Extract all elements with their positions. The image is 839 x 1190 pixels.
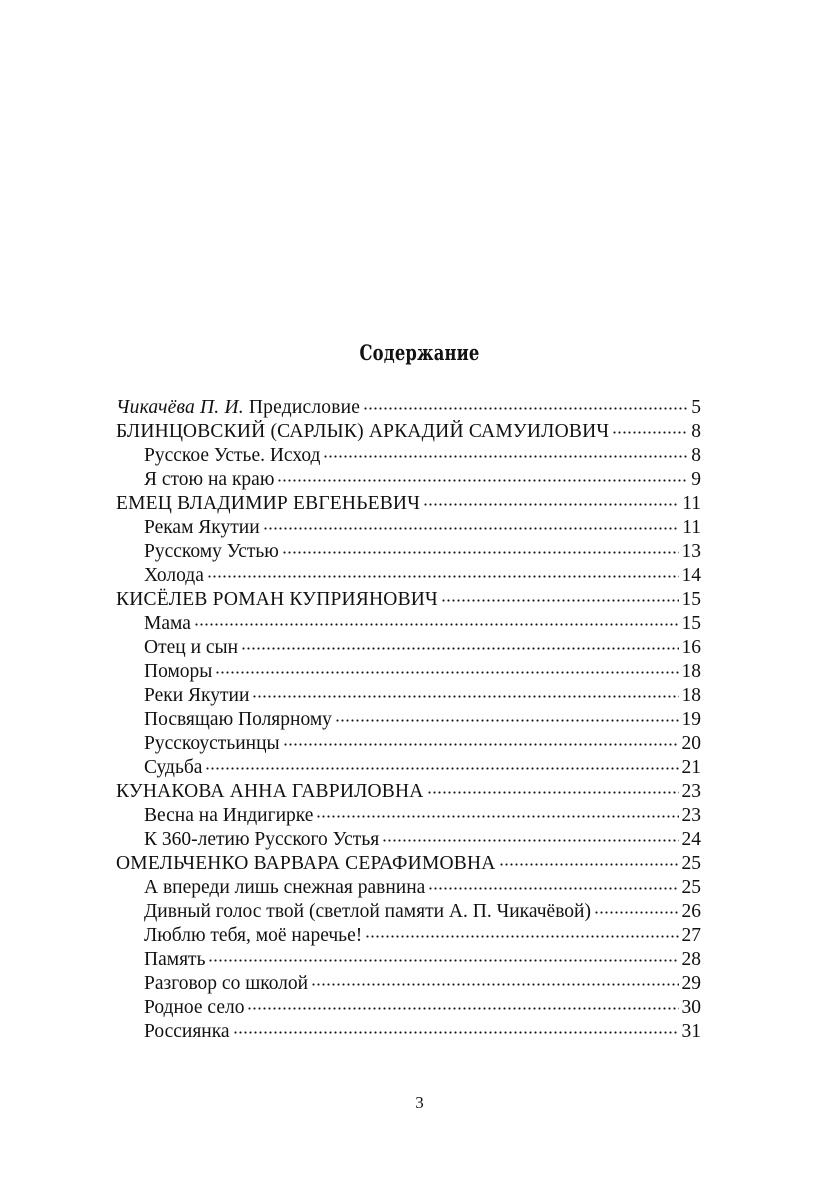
- toc-entry-title: ЕМЕЦ ВЛАДИМИР ЕВГЕНЬЕВИЧ: [116, 493, 421, 514]
- toc-entry-page: 23: [681, 805, 701, 826]
- toc-entry-title: А впереди лишь снежная равнина: [144, 877, 426, 898]
- toc-entry-page: 25: [681, 877, 701, 898]
- dot-leader: [233, 1030, 679, 1035]
- dot-leader: [499, 862, 679, 867]
- toc-entry-label: [144, 612, 191, 636]
- toc-entry-title: Я стою на краю: [144, 469, 275, 490]
- toc-entry-page: 27: [681, 925, 701, 946]
- toc-entry-title: Россиянка: [144, 1021, 230, 1042]
- toc-entry-title: Родное село: [144, 997, 245, 1018]
- toc-entry-page: 31: [681, 1021, 701, 1042]
- toc-entry-title: Русскоустьинцы: [144, 733, 280, 754]
- toc-entry-label: [144, 564, 204, 588]
- table-of-contents: [116, 396, 701, 1044]
- dot-leader: [194, 622, 679, 627]
- toc-entry-poem: [116, 708, 701, 732]
- toc-entry-poem: [116, 468, 701, 492]
- toc-entry-poem: [116, 444, 701, 468]
- toc-entry-title: Русское Устье. Исход: [144, 445, 321, 466]
- toc-entry-page: 14: [681, 565, 701, 586]
- dot-leader: [323, 454, 688, 459]
- dot-leader: [427, 790, 679, 795]
- toc-entry-title: КИСЁЛЕВ РОМАН КУПРИЯНОВИЧ: [116, 589, 438, 610]
- toc-entry-label: [116, 420, 609, 444]
- toc-entry-author: [116, 588, 701, 612]
- toc-entry-poem: [116, 564, 701, 588]
- toc-entry-label: [116, 396, 360, 420]
- toc-entry-poem: [116, 540, 701, 564]
- toc-entry-label: [116, 588, 438, 612]
- dot-leader: [428, 886, 678, 891]
- page-title: Содержание: [359, 340, 480, 365]
- toc-entry-label: [144, 876, 425, 900]
- toc-entry-poem: [116, 828, 701, 852]
- toc-entry-label: [144, 660, 212, 684]
- toc-entry-page: 5: [691, 397, 701, 418]
- toc-entry-page: 30: [681, 997, 701, 1018]
- toc-entry-title: Судьба: [144, 757, 203, 778]
- dot-leader: [441, 598, 679, 603]
- toc-entry-page: 16: [681, 637, 701, 658]
- dot-leader: [241, 646, 678, 651]
- toc-entry-author: [116, 492, 701, 516]
- dot-leader: [205, 766, 678, 771]
- toc-entry-poem: [116, 660, 701, 684]
- toc-entry-page: 9: [691, 469, 701, 490]
- toc-entry-label: [144, 948, 205, 972]
- dot-leader: [252, 694, 678, 699]
- toc-entry-label: [144, 972, 308, 996]
- toc-entry-title: БЛИНЦОВСКИЙ (САРЛЫК) АРКАДИЙ САМУИЛОВИЧ: [116, 421, 610, 442]
- toc-entry-label: [144, 708, 332, 732]
- dot-leader: [335, 718, 679, 723]
- toc-entry-page: 19: [681, 709, 701, 730]
- toc-entry-title: Мама: [144, 613, 191, 634]
- toc-entry-title: Люблю тебя, моё наречье!: [144, 925, 363, 946]
- toc-entry-title: Разговор со школой: [144, 973, 309, 994]
- dot-leader: [215, 670, 678, 675]
- toc-entry-title: Память: [144, 949, 206, 970]
- toc-entry-label: [144, 468, 274, 492]
- toc-entry-page: 15: [681, 613, 701, 634]
- dot-leader: [316, 814, 678, 819]
- toc-entry-poem: [116, 900, 701, 924]
- toc-entry-label: [144, 684, 249, 708]
- toc-entry-page: 8: [691, 421, 701, 442]
- dot-leader: [311, 982, 678, 987]
- dot-leader: [365, 934, 678, 939]
- toc-entry-page: 29: [681, 973, 701, 994]
- toc-entry-poem: [116, 732, 701, 756]
- toc-entry-title: Весна на Индигирке: [144, 805, 314, 826]
- toc-entry-page: 11: [682, 493, 701, 514]
- toc-entry-title: Реки Якутии: [144, 685, 250, 706]
- toc-entry-poem: [116, 516, 701, 540]
- toc-entry-title: Посвящаю Полярному: [144, 709, 332, 730]
- toc-entry-poem: [116, 876, 701, 900]
- toc-entry-page: 8: [691, 445, 701, 466]
- toc-entry-poem: [116, 804, 701, 828]
- dot-leader: [612, 430, 688, 435]
- toc-entry-label: [144, 804, 313, 828]
- toc-entry-author: [116, 852, 701, 876]
- toc-entry-title: Русскому Устью: [144, 541, 279, 562]
- toc-entry-poem: [116, 972, 701, 996]
- toc-entry-label: [144, 1020, 230, 1044]
- toc-entry-label: [144, 636, 238, 660]
- dot-leader: [208, 958, 678, 963]
- toc-entry-page: 26: [681, 901, 701, 922]
- toc-entry-title: Отец и сын: [144, 637, 239, 658]
- toc-entry-page: 23: [681, 781, 701, 802]
- toc-entry-label: [144, 900, 591, 924]
- toc-entry-page: 11: [682, 517, 701, 538]
- toc-entry-label: [144, 732, 280, 756]
- toc-entry-poem: [116, 948, 701, 972]
- toc-entry-title: К 360-летию Русского Устья: [144, 829, 380, 850]
- toc-entry-title: Предисловие: [243, 397, 361, 418]
- toc-entry-poem: [116, 924, 701, 948]
- toc-entry-label: [144, 444, 320, 468]
- dot-leader: [277, 478, 688, 483]
- dot-leader: [282, 550, 679, 555]
- dot-leader: [263, 526, 680, 531]
- toc-entry-poem: [116, 612, 701, 636]
- toc-entry-poem: [116, 684, 701, 708]
- page-number: 3: [415, 1093, 424, 1112]
- toc-entry-page: 18: [681, 661, 701, 682]
- toc-entry-title: Рекам Якутии: [144, 517, 260, 538]
- toc-entry-label: [144, 516, 260, 540]
- toc-entry-author: [116, 780, 701, 804]
- dot-leader: [382, 838, 678, 843]
- toc-entry-author: [116, 420, 701, 444]
- toc-entry-poem: [116, 756, 701, 780]
- dot-leader: [247, 1006, 678, 1011]
- toc-entry-title: КУНАКОВА АННА ГАВРИЛОВНА: [116, 781, 424, 802]
- dot-leader: [283, 742, 679, 747]
- toc-entry-page: 28: [681, 949, 701, 970]
- toc-entry-poem: [116, 1020, 701, 1044]
- toc-entry-page: 20: [681, 733, 701, 754]
- toc-entry-poem: [116, 996, 701, 1020]
- toc-entry-page: 25: [681, 853, 701, 874]
- toc-entry-label: [144, 924, 362, 948]
- toc-entry-page: 13: [681, 541, 701, 562]
- toc-entry-label: [144, 756, 202, 780]
- toc-entry-label: [144, 540, 279, 564]
- toc-entry-page: 24: [681, 829, 701, 850]
- toc-entry-label: [144, 828, 379, 852]
- dot-leader: [423, 502, 679, 507]
- toc-entry-label: [116, 852, 496, 876]
- toc-entry-title: Дивный голос твой (светлой памяти А. П. Чикачёвой): [144, 901, 591, 922]
- toc-entry-title: Холода: [144, 565, 204, 586]
- toc-entry-page: 18: [681, 685, 701, 706]
- toc-entry-page: 21: [681, 757, 701, 778]
- toc-entry-author: [116, 396, 701, 420]
- toc-entry-title: Поморы: [144, 661, 213, 682]
- dot-leader: [363, 406, 688, 411]
- toc-entry-poem: [116, 636, 701, 660]
- toc-entry-title: ОМЕЛЬЧЕНКО ВАРВАРА СЕРАФИМОВНА: [116, 853, 496, 874]
- toc-entry-label: [144, 996, 244, 1020]
- toc-entry-label: [116, 780, 424, 804]
- toc-entry-author-name: Чикачёва П. И.: [116, 397, 244, 418]
- dot-leader: [594, 910, 679, 915]
- toc-entry-page: 15: [681, 589, 701, 610]
- dot-leader: [207, 574, 679, 579]
- toc-entry-label: [116, 492, 420, 516]
